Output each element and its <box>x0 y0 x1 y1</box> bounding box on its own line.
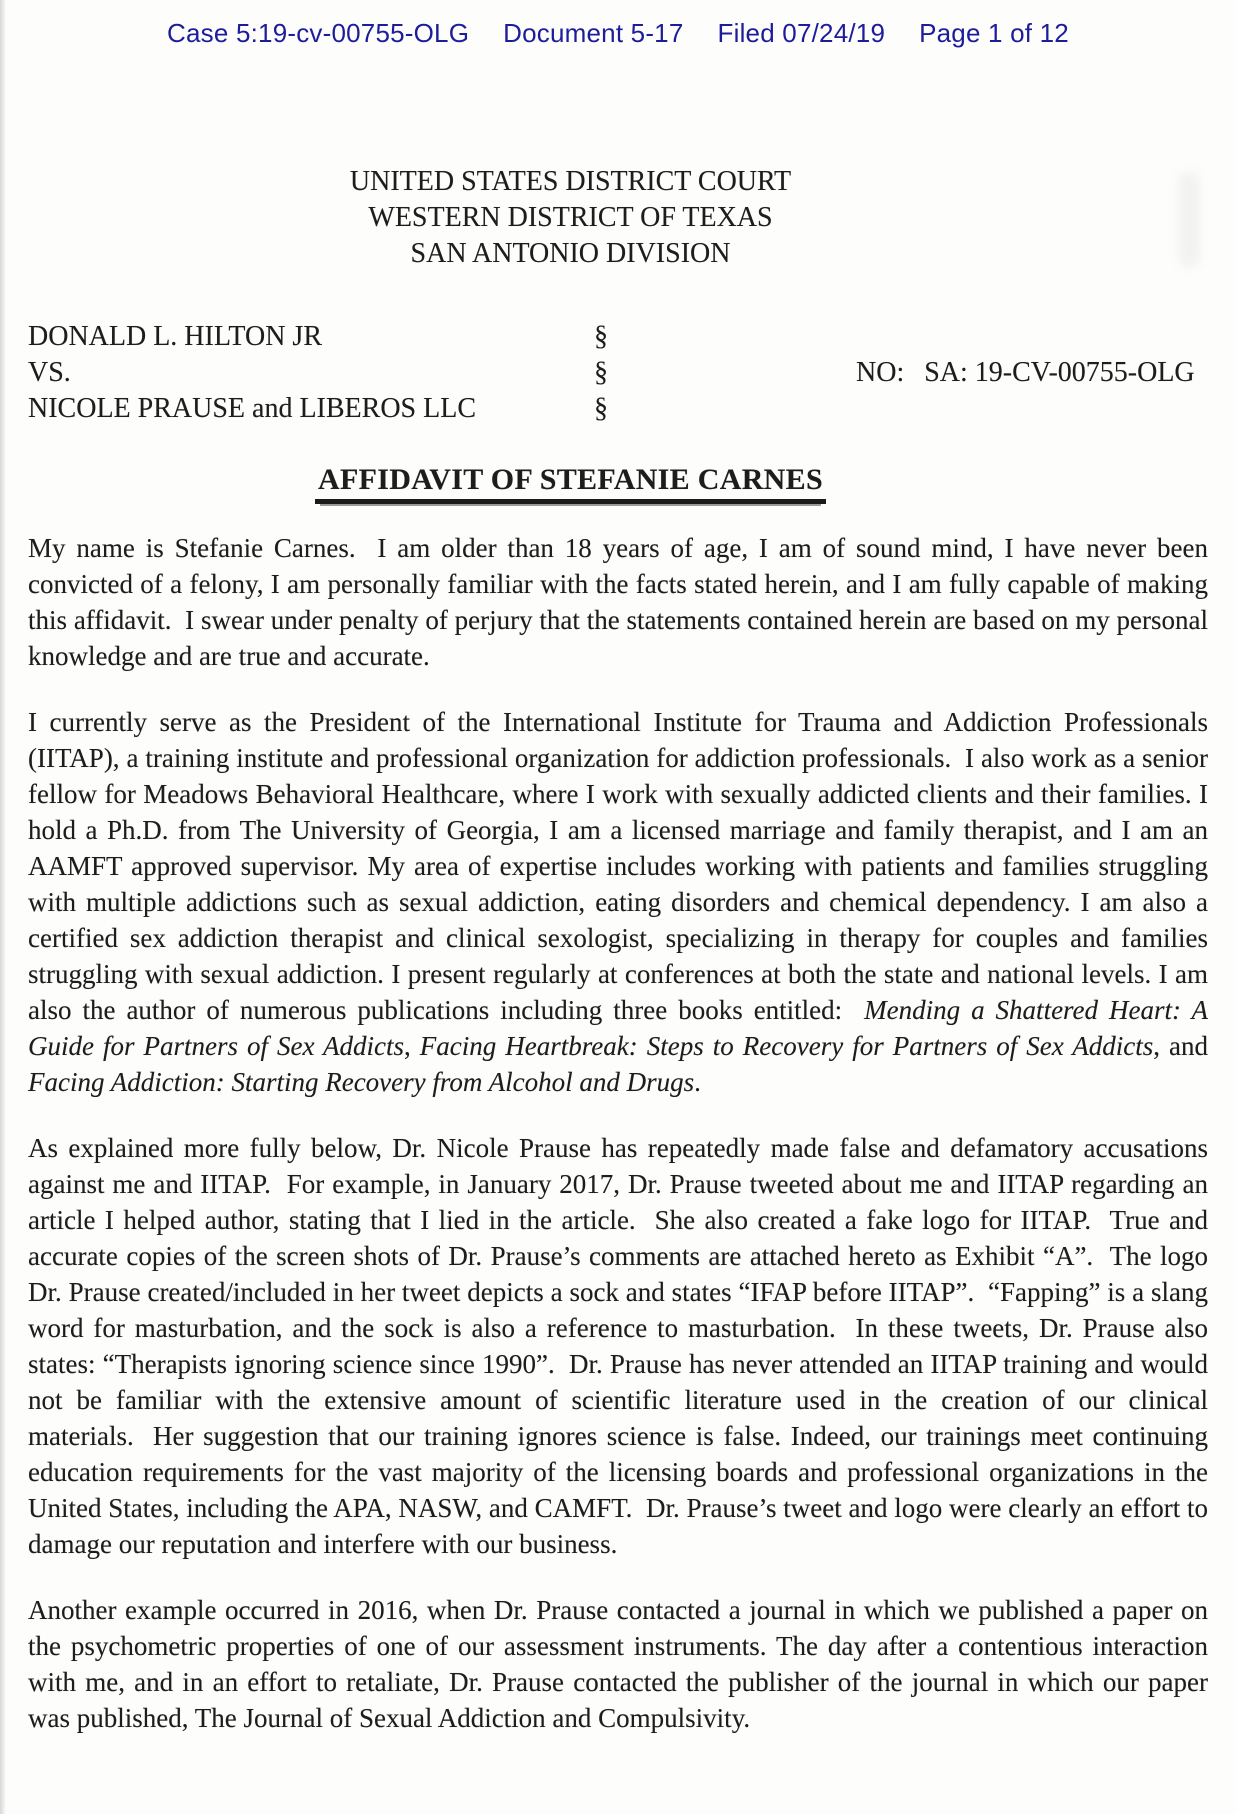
book-title-2: Facing Heartbreak: Steps to Recovery for Partners of Sex Addicts <box>419 1031 1154 1061</box>
paragraph-credentials <box>28 704 1208 1100</box>
case-number-cell <box>856 355 1208 391</box>
paragraph-journal-incident: Another example occurred in 2016, when Dr. Prause contacted a journal in which we published a paper on the psychometric properties of one of our assessment instruments. The day after a contentious interaction with me, and in an effort to retaliate, Dr. Prause contacted the publisher of the journal in which our paper was published, The Journal of Sexual Addiction and Compulsivity. <box>28 1595 1208 1733</box>
paragraph-defamation-allegations: As explained more fully below, Dr. Nicole Prause has repeatedly made false and defamatory accusations against me and IITAP. For example, in January 2017, Dr. Prause tweeted about me and IITAP regarding an article I helped author, stating that I lied in the article. She also created a fake logo for IITAP. True and accurate copies of the screen shots of Dr. Prause’s comments are attached hereto as Exhibit “A”. The logo Dr. Prause created/included in her tweet depicts a sock and states “IFAP before IITAP”. “Fapping” is a slang word for masturbation, and the sock is also a reference to masturbation. In these tweets, Dr. Prause also states: “Therapists ignoring science since 1990”. Dr. Prause has never attended an IITAP training and would not be familiar with the extensive amount of scientific literature used in the creation of our clinical materials. Her suggestion that our training ignores science is false. Indeed, our trainings meet continuing education requirements for the vast majority of the licensing boards and professional organizations in the United States, including the APA, NASW, and CAMFT. Dr. Prause’s tweet and logo were clearly an effort to damage our reputation and interfere with our business. <box>28 1133 1208 1559</box>
book-title-1: Mending a Shattered Heart: A Guide for Partners of Sex Addicts <box>28 995 1208 1061</box>
caption-row-defendant <box>28 391 1208 427</box>
stamp-document-number: Document 5-17 <box>503 18 684 48</box>
defendant-name: NICOLE PRAUSE and LIBEROS LLC <box>28 393 476 424</box>
stamp-case-number: Case 5:19-cv-00755-OLG <box>167 18 470 48</box>
stamp-page-number: Page 1 of 12 <box>919 18 1069 48</box>
district-name: WESTERN DISTRICT OF TEXAS <box>368 202 773 233</box>
case-number-label: NO: <box>856 357 905 388</box>
caption-row-plaintiff <box>28 319 1208 355</box>
versus-label: VS. <box>28 357 71 388</box>
book-title-3: Facing Addiction: Starting Recovery from Alcohol and Drugs <box>28 1067 695 1097</box>
court-header <box>28 164 1113 272</box>
book-separator-2: , and <box>1153 1031 1208 1061</box>
case-number: SA: 19-CV-00755-OLG <box>924 357 1195 388</box>
plaintiff-name: DONALD L. HILTON JR <box>28 321 322 352</box>
court-name: UNITED STATES DISTRICT COURT <box>349 166 792 197</box>
stamp-filed-date: Filed 07/24/19 <box>717 18 886 48</box>
case-caption <box>28 319 1208 427</box>
section-symbol: § <box>594 393 608 424</box>
sentence-period: . <box>694 1067 701 1097</box>
paragraph-oath: My name is Stefanie Carnes. I am older than 18 years of age, I am of sound mind, I have never been convicted of a felony, I am personally familiar with the facts stated herein, and I am fully capable of making this affidavit. I swear under penalty of perjury that the statements contained herein are based on my personal knowledge and are true and accurate. <box>28 533 1208 671</box>
book-separator-1: , <box>404 1031 420 1061</box>
scan-edge-artifact <box>0 0 6 1814</box>
section-symbol: § <box>594 321 608 352</box>
credentials-text: I currently serve as the President of the International Institute for Trauma and Addiction Professionals (IITAP), a training institute and professional organization for addiction professionals. I also work as a senior fellow for Meadows Behavioral Healthcare, where I work with sexually addicted clients and their families. I hold a Ph.D. from The University of Georgia, I am a licensed marriage and family therapist, and I am an AAMFT approved supervisor. My area of expertise includes working with patients and families struggling with multiple addictions such as sexual addiction, eating disorders and chemical dependency. I am also a certified sex addiction therapist and clinical sexologist, specializing in therapy for couples and families struggling with sexual addiction. I present regularly at conferences at both the state and national levels. I am also the author of numerous publications including three books entitled: <box>28 707 1208 1025</box>
caption-row-versus <box>28 355 1208 391</box>
document-title-wrap <box>28 463 1113 504</box>
section-symbol: § <box>594 357 608 388</box>
document-title: AFFIDAVIT OF STEFANIE CARNES <box>315 463 826 504</box>
scan-smudge-artifact <box>1178 172 1200 267</box>
division-name: SAN ANTONIO DIVISION <box>410 238 731 269</box>
court-filing-stamp <box>28 18 1208 49</box>
